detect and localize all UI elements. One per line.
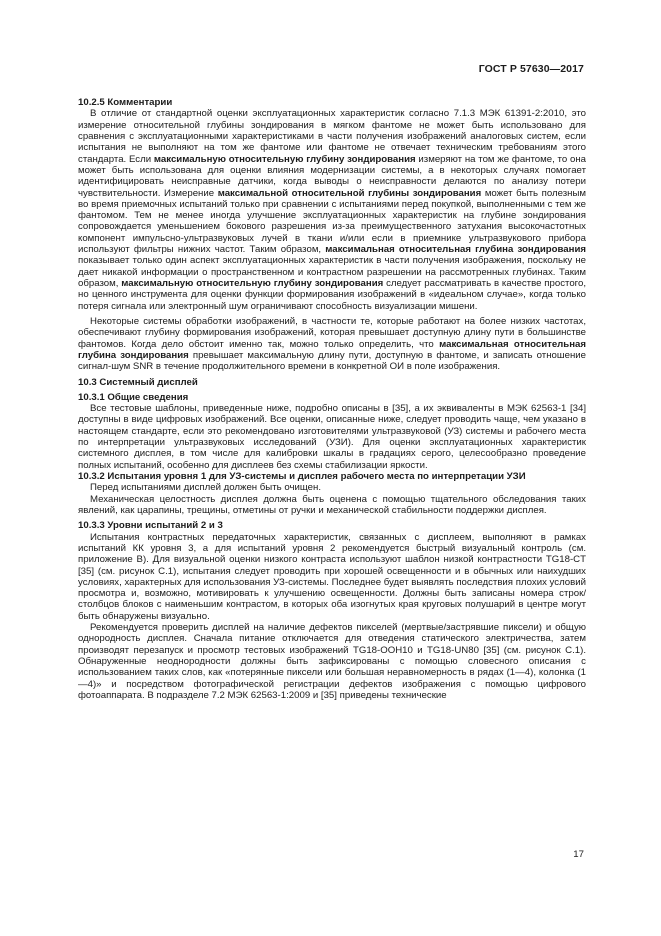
section-10-3-2-paragraph-2: Механическая целостность дисплея должна быть оценена с помощью тщательного обследования таких явлений, как царапины, трещины, отметины от ручки и механической стабильности поддержки дисплея. — [78, 493, 586, 516]
section-10-3-title: 10.3 Системный дисплей — [78, 376, 198, 388]
bold-term: максимальную относительную глубину зондирования — [121, 278, 384, 289]
section-10-3-2-paragraph-1: Перед испытаниями дисплей должен быть очищен. — [90, 482, 322, 494]
bold-term: максимальная относительная глубина зондирования — [78, 338, 586, 361]
section-10-3-3-paragraph-2: Рекомендуется проверить дисплей на наличие дефектов пикселей (мертвые/застрявшие пиксели) и общую однородность дисплея. Сначала питание отключается для отведения статического электричества, затем производят перезапуск и просмотр тестовых изображений TG18-OOH10 и TG18-UN80 [35] (см. рисунок С.1). Обнаруженные неоднородности должны быть зафиксированы с помощью словесного описания с использованием таких слов, как «потерянные пиксели или большая неравномерность в рядах (1—4), колонка (1—4)» и посредством фотографической регистрации дефектов изображения с помощью цифрового фотоаппарата. В подразделе 7.2 МЭК 62563-1:2009 и [35] приведены технические — [78, 622, 586, 701]
section-10-3-1-paragraph-1: Все тестовые шаблоны, приведенные ниже, подробно описаны в [35], а их эквиваленты в МЭК 62563-1 [34] доступны в виде цифровых изображений. Все оценки, описанные ниже, следует проводить чаще, чем указано в настоящем стандарте, если это рекомендовано изготовителями ультразвуковой (УЗ) системы и рабочего места по интерпретации ультразвуковых исследований (УЗИ). Для оценки эксплуатационных характеристик системного дисплея, в том числе для калибровки шкалы в градациях серого, целесообразно проведение полных испытаний, особенно для дисплеев без схемы стабилизации яркости. — [78, 403, 586, 471]
text-run: измеряют на том же фантоме, то она может быть использована для оценки влияния модернизации системы, а в некоторых случаях помогает идентифицировать неисправные датчики, когда выводы о неисправности делаются по анализу потери чувствительности. Измерение — [78, 153, 587, 199]
bold-term: максимальная относительная глубина зондирования — [325, 244, 586, 256]
bold-term: максимальную относительную глубину зондирования — [153, 153, 416, 165]
section-10-2-5-title: 10.2.5 Комментарии — [78, 97, 173, 108]
text-run: В отличие от стандартной оценки эксплуатационных характеристик согласно 7.1.3 МЭК 61391-2:2010, это измерение относительной глубины зондирования в мягком фантоме не может быть использовано для сравнения с эксплуатационными характеристиками в части получения изображений аналоговых систем, если испытания не выполняют на том же фантоме или фантоме не отвечает техническим требованиям этого стандарта. Если — [78, 108, 586, 165]
text-run: превышает максимальную длину пути, доступную в фантоме, и записать отношение сигнал-шум SNR в течение продолжительного времени в конкретной ОИ в поле изображения. — [78, 349, 587, 373]
section-10-3-1-title: 10.3.1 Общие сведения — [78, 391, 189, 403]
section-10-2-5-paragraph-2 — [78, 316, 586, 373]
section-10-2-5-paragraph-1 — [78, 108, 586, 312]
text-run: может быть полезным во время приемочных испытаний только при сравнении с испытаниями перед покупкой, выполненными с тем же фантомом. Тем не менее иногда улучшение эксплуатационных характеристик на глубине зондирования сопровождается уменьшением бокового разрешения из-за преимущественного затухания высокочастотных компонент импульсно-ультразвуковых лучей в ткани и/или если в приемнике ультразвукового прибора используют фильтры нижних частот. Таким образом, — [78, 187, 586, 256]
text-run: следует рассматривать в качестве простого, но ценного инструмента для оценки функции формирования изображений в «идеальном случае», когда только потеря сигнала или электронный шум ограничивают способность визуализации мишени. — [78, 278, 586, 312]
section-10-3-3-title: 10.3.3 Уровни испытаний 2 и 3 — [78, 520, 223, 532]
standard-header: ГОСТ Р 57630—2017 — [478, 63, 584, 75]
page-number: 17 — [573, 849, 584, 860]
bold-term: максимальной относительной глубины зондирования — [217, 187, 482, 199]
text-run: показывает только один аспект эксплуатационных характеристик в части получения изображения, поскольку не дает никакой информации о пространственном и контрастном разрешении на рассмотренных глубинах. Таким образом, — [78, 255, 586, 289]
page-content — [78, 97, 586, 701]
section-10-3-3-paragraph-1: Испытания контрастных передаточных характеристик, связанных с дисплеем, выполняют в рамках испытаний КК уровня 3, а для испытаний уровня 2 рекомендуется быстрый визуальный контроль (см. приложение В). Для визуальной оценки низкого контраста используют шаблон низкой контрастности TG18-CT [35] (см. рисунок С.1), испытания следует проводить при хорошей освещенности и в обычных или наихудших условиях, характерных для использования УЗ-системы. Последнее будет выявлять последствия плохих условий просмотра и, возможно, мотивировать к улучшению освещенности. Должны быть записаны номера строк/столбцов блоков с наименьшим контрастом, в которых оба изогнутых края круговых полушарий в центре могут быть обнаружены визуально. — [78, 531, 587, 622]
text-run: Некоторые системы обработки изображений, в частности те, которые работают на более низких частотах, обеспечивают глубину формирования изображений, которая превышает доступную длину пути в большинстве фантомов. Когда дело обстоит именно так, можно только определить, что — [78, 315, 586, 350]
section-10-3-2-title: 10.3.2 Испытания уровня 1 для УЗ-системы и дисплея рабочего места по интерпретации УЗИ — [78, 471, 526, 482]
